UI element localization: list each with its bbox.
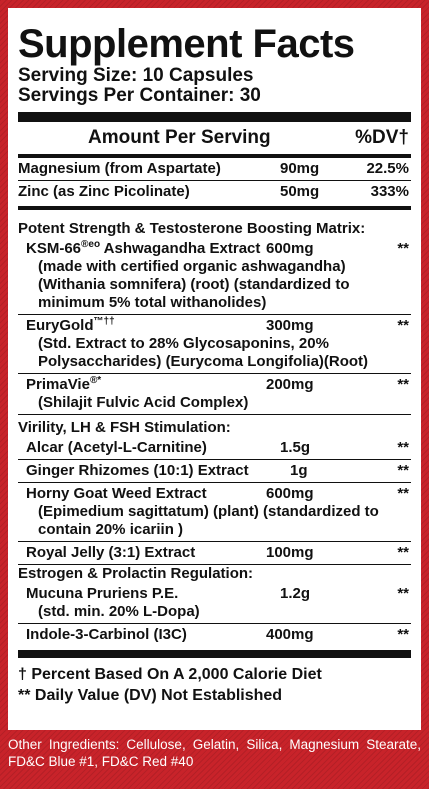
- ingredient-name: Alcar (Acetyl-L-Carnitine): [26, 439, 207, 456]
- panel-title: Supplement Facts: [18, 22, 355, 66]
- ingredient-dv: **: [397, 376, 409, 393]
- ingredient-amount: 600mg: [266, 485, 314, 502]
- ingredient-dv: **: [397, 626, 409, 643]
- ingredient-amount: 400mg: [266, 626, 314, 643]
- ingredient-horny-goat-weed: [18, 483, 411, 541]
- footnote-stars: ** Daily Value (DV) Not Established: [18, 687, 283, 704]
- ingredient-indole: [18, 624, 411, 646]
- mineral-row-magnesium: [18, 158, 411, 180]
- trademark-mark: ®eo: [81, 239, 101, 250]
- ingredient-ginger: [18, 460, 411, 482]
- ingredient-name: KSM-66: [26, 240, 82, 257]
- ingredient-amount: 1g: [290, 462, 308, 479]
- section-heading-estrogen: Estrogen & Prolactin Regulation:: [18, 565, 254, 582]
- serving-size: Serving Size: 10 Capsules: [18, 65, 254, 86]
- ingredient-name: Mucuna Pruriens P.E.: [26, 585, 179, 602]
- ingredient-desc: (Std. Extract to 28% Glycosaponins, 20%: [38, 335, 329, 352]
- ingredient-primavie: [18, 374, 411, 414]
- footnote-dagger: † Percent Based On A 2,000 Calorie Diet: [18, 666, 322, 683]
- ingredient-name: Royal Jelly (3:1) Extract: [26, 544, 196, 561]
- amount-header-row: [18, 122, 411, 154]
- ingredient-mucuna: [18, 583, 411, 623]
- ingredient-desc: (Epimedium sagittatum) (plant) (standardized to: [38, 503, 379, 520]
- ingredient-desc: contain 20% icariin ): [38, 521, 184, 538]
- medium-divider: [18, 206, 411, 210]
- ingredient-name: Indole-3-Carbinol (I3C): [26, 626, 187, 643]
- ingredient-desc: (Shilajit Fulvic Acid Complex): [38, 394, 249, 411]
- thick-divider: [18, 650, 411, 658]
- mineral-name: Magnesium (from Aspartate): [18, 160, 221, 177]
- ingredient-royal-jelly: [18, 542, 411, 564]
- dv-header: %DV†: [355, 127, 409, 148]
- ingredient-dv: **: [397, 240, 409, 257]
- amount-per-serving-label: Amount Per Serving: [88, 127, 271, 148]
- ingredient-alcar: [18, 437, 411, 459]
- mineral-row-zinc: [18, 181, 411, 203]
- ingredient-amount: 100mg: [266, 544, 314, 561]
- ingredient-name: PrimaVie: [26, 376, 90, 393]
- ingredient-dv: **: [397, 462, 409, 479]
- ingredient-desc: (std. min. 20% L-Dopa): [38, 603, 200, 620]
- ingredient-desc: minimum 5% total withanolides): [38, 294, 267, 311]
- trademark-mark: ®*: [89, 375, 102, 386]
- ingredient-name: EuryGold: [26, 317, 94, 334]
- mineral-name: Zinc (as Zinc Picolinate): [18, 183, 190, 200]
- section-heading-matrix: Potent Strength & Testosterone Boosting Matrix:: [18, 220, 366, 237]
- ingredient-name: Ginger Rhizomes (10:1) Extract: [26, 462, 249, 479]
- mineral-dv: 333%: [370, 183, 409, 200]
- ingredient-amount: 300mg: [266, 317, 314, 334]
- thick-divider: [18, 112, 411, 122]
- ingredient-dv: **: [397, 544, 409, 561]
- ingredient-ksm66: [18, 238, 411, 314]
- ingredient-dv: **: [397, 485, 409, 502]
- trademark-mark: ™††: [93, 316, 115, 327]
- thin-divider: [18, 414, 411, 415]
- supplement-facts-panel: [8, 8, 421, 730]
- mineral-dv: 22.5%: [366, 160, 409, 177]
- mineral-amount: 50mg: [280, 183, 320, 200]
- ingredient-dv: **: [397, 317, 409, 334]
- ingredient-desc: Polysaccharides) (Eurycoma Longifolia)(Root): [38, 353, 369, 370]
- ingredient-desc: (Withania somnifera) (root) (standardized to: [38, 276, 350, 293]
- ingredient-amount: 1.5g: [280, 439, 311, 456]
- ingredient-amount: 600mg: [266, 240, 314, 257]
- ingredient-dv: **: [397, 585, 409, 602]
- mineral-amount: 90mg: [280, 160, 320, 177]
- section-heading-virility: Virility, LH & FSH Stimulation:: [18, 419, 231, 436]
- ingredient-amount: 200mg: [266, 376, 314, 393]
- ingredient-name-rest: Ashwagandha Extract: [100, 240, 261, 257]
- ingredient-amount: 1.2g: [280, 585, 311, 602]
- ingredient-name: Horny Goat Weed Extract: [26, 485, 207, 502]
- servings-per-container: Servings Per Container: 30: [18, 85, 261, 106]
- other-ingredients: Other Ingredients: Cellulose, Gelatin, Silica, Magnesium Stearate, FD&C Blue #1, FD&C Red #40: [8, 737, 421, 769]
- ingredient-eurygold: [18, 315, 411, 373]
- ingredient-dv: **: [397, 439, 409, 456]
- ingredient-desc: (made with certified organic ashwagandha): [38, 258, 346, 275]
